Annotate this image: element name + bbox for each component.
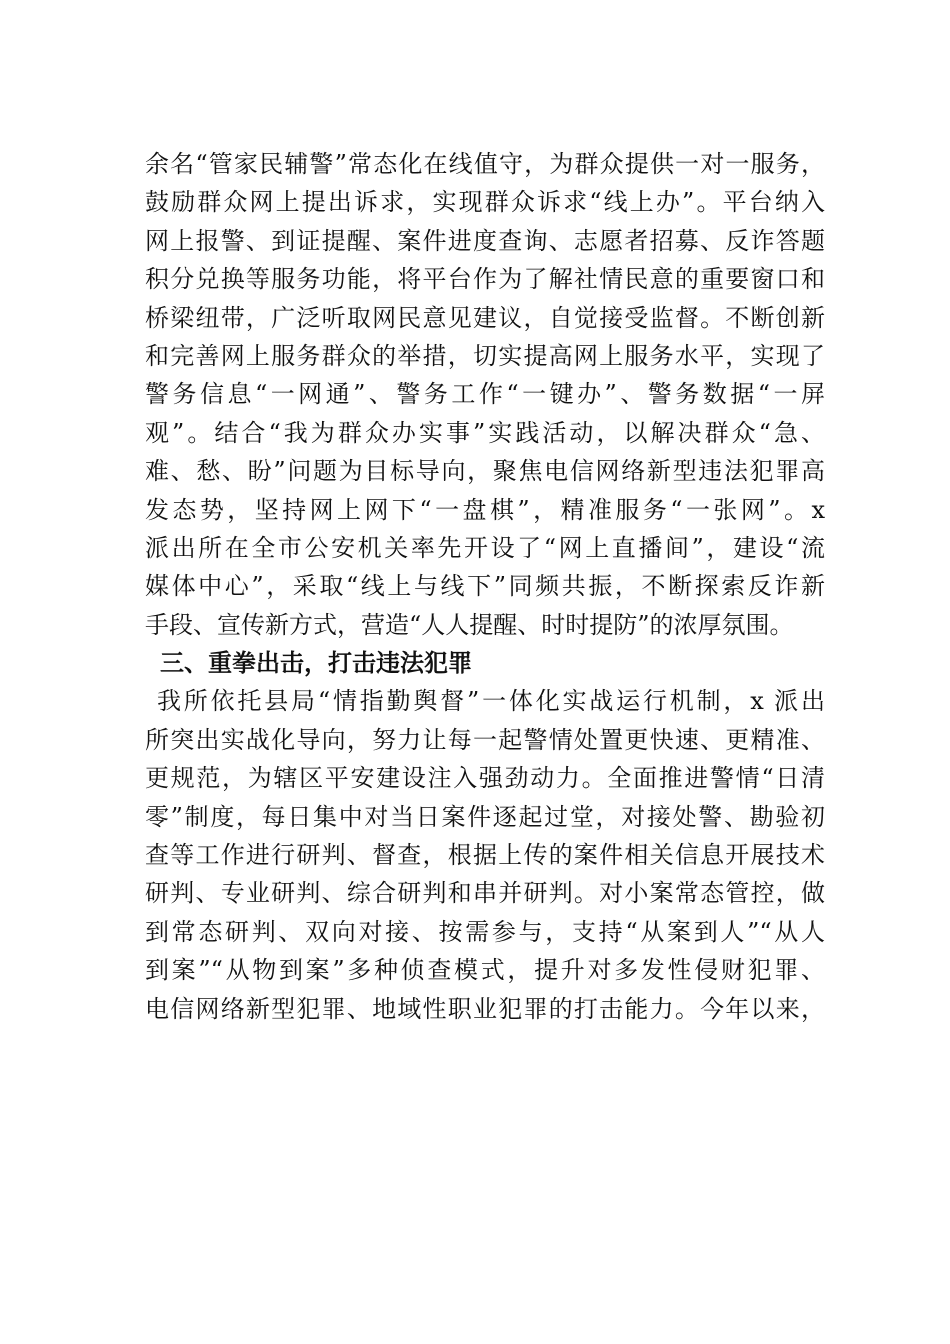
text-line: 警务信息“一网通”、警务工作“一键办”、警务数据“一屏: [145, 380, 825, 409]
text-line: 难、愁、盼”问题为目标导向，聚焦电信网络新型违法犯罪高: [145, 457, 825, 486]
text-line: 媒体中心”，采取“线上与线下”同频共振，不断探索反诈新: [145, 572, 825, 601]
text-line: 积分兑换等服务功能，将平台作为了解社情民意的重要窗口和: [145, 265, 825, 294]
document-body: [145, 145, 825, 1028]
text-line: 观”。结合“我为群众办实事”实践活动，以解决群众“急、: [145, 418, 825, 447]
text-line: 派出所在全市公安机关率先开设了“网上直播间”，建设“流: [145, 533, 825, 562]
text-line: 余名“管家民辅警”常态化在线值守，为群众提供一对一服务，: [145, 150, 825, 178]
text-line: 手段、宣传新方式，营造“人人提醒、时时提防”的浓厚氛围。: [145, 610, 794, 639]
text-line: 所突出实战化导向，努力让每一起警情处置更快速、更精准、: [145, 725, 825, 754]
text-line: 鼓励群众网上提出诉求，实现群众诉求“线上办”。平台纳入: [145, 188, 825, 217]
section-paragraph: [145, 682, 825, 1028]
section-heading: 三、重拳出击，打击违法犯罪: [160, 649, 472, 678]
text-line: 零”制度，每日集中对当日案件逐起过堂，对接处警、勘验初: [145, 802, 825, 831]
text-line: 网上报警、到证提醒、案件进度查询、志愿者招募、反诈答题: [145, 226, 825, 255]
text-line: 查等工作进行研判、督查，根据上传的案件相关信息开展技术: [145, 841, 825, 870]
continued-paragraph: [145, 145, 825, 644]
text-line: 发态势，坚持网上网下“一盘棋”，精准服务“一张网”。x: [145, 495, 825, 524]
text-line: 我所依托县局“情指勤舆督”一体化实战运行机制，x 派出: [157, 687, 825, 716]
text-line: 到案”“从物到案”多种侦查模式，提升对多发性侵财犯罪、: [145, 956, 825, 985]
text-line: 研判、专业研判、综合研判和串并研判。对小案常态管控，做: [145, 879, 825, 908]
text-line: 电信网络新型犯罪、地域性职业犯罪的打击能力。今年以来，: [145, 994, 825, 1023]
text-line: 桥梁纽带，广泛听取网民意见建议，自觉接受监督。不断创新: [145, 303, 825, 332]
text-line: 更规范，为辖区平安建设注入强劲动力。全面推进警情“日清: [145, 764, 825, 793]
text-line: 和完善网上服务群众的举措，切实提高网上服务水平，实现了: [145, 341, 825, 370]
text-line: 到常态研判、双向对接、按需参与，支持“从案到人”“从人: [145, 917, 825, 946]
